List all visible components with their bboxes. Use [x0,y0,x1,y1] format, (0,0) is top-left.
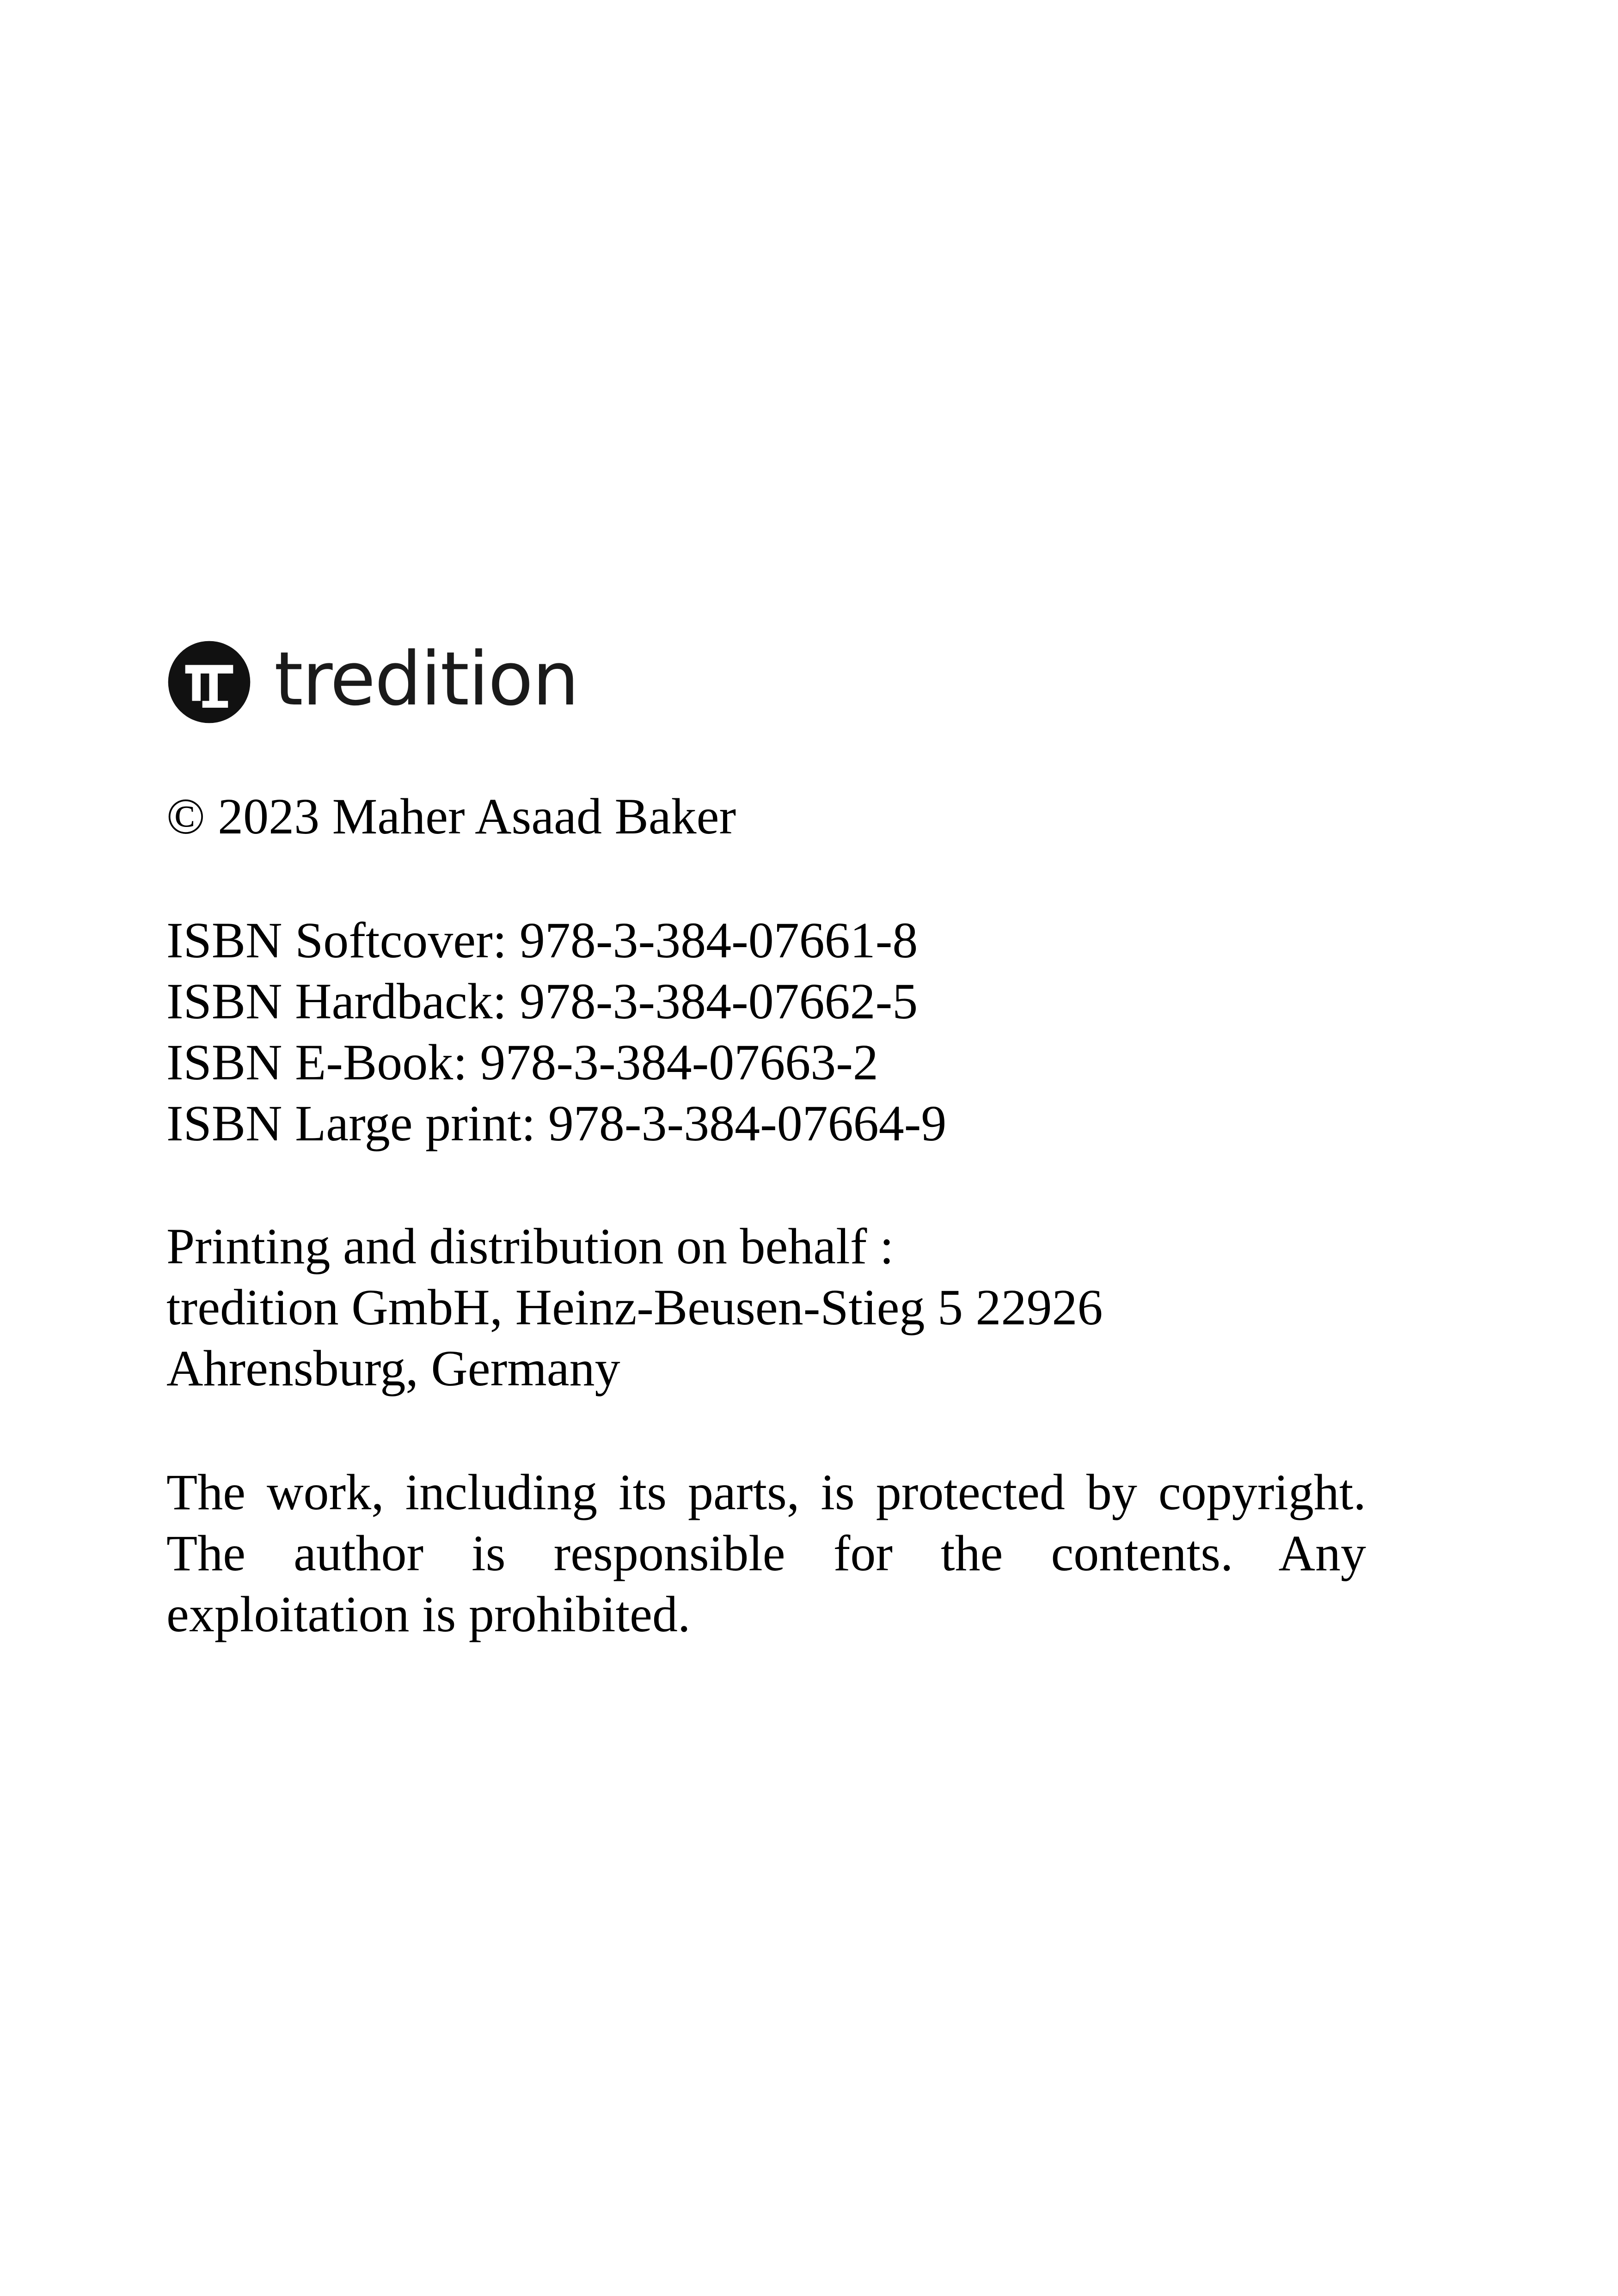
copyright-notice [166,1462,1366,1645]
isbn-large-print: ISBN Large print: 978-3-384-07664-9 [166,1095,947,1151]
isbn-hardback: ISBN Hardback: 978-3-384-07662-5 [166,973,918,1029]
tredition-logo-icon [166,639,252,725]
printing-line-3: Ahrensburg, Germany [166,1340,620,1396]
isbn-ebook: ISBN E-Book: 978-3-384-07663-2 [166,1034,878,1090]
printing-distribution [166,1216,1366,1399]
publisher-wordmark: tredition [274,636,578,722]
printing-line-1: Printing and distribution on behalf : [166,1218,894,1274]
isbn-list [166,910,1366,1154]
printing-line-2: tredition GmbH, Heinz-Beusen-Stieg 5 22926 [166,1279,1103,1335]
publisher-logo [166,636,578,728]
isbn-softcover: ISBN Softcover: 978-3-384-07661-8 [166,912,918,968]
copyright-line: © 2023 Maher Asaad Baker [166,788,736,845]
copyright-notice-text: The work, including its parts, is protected by copyright. The author is responsible for the contents. Any exploitation is prohibited. [166,1464,1366,1642]
